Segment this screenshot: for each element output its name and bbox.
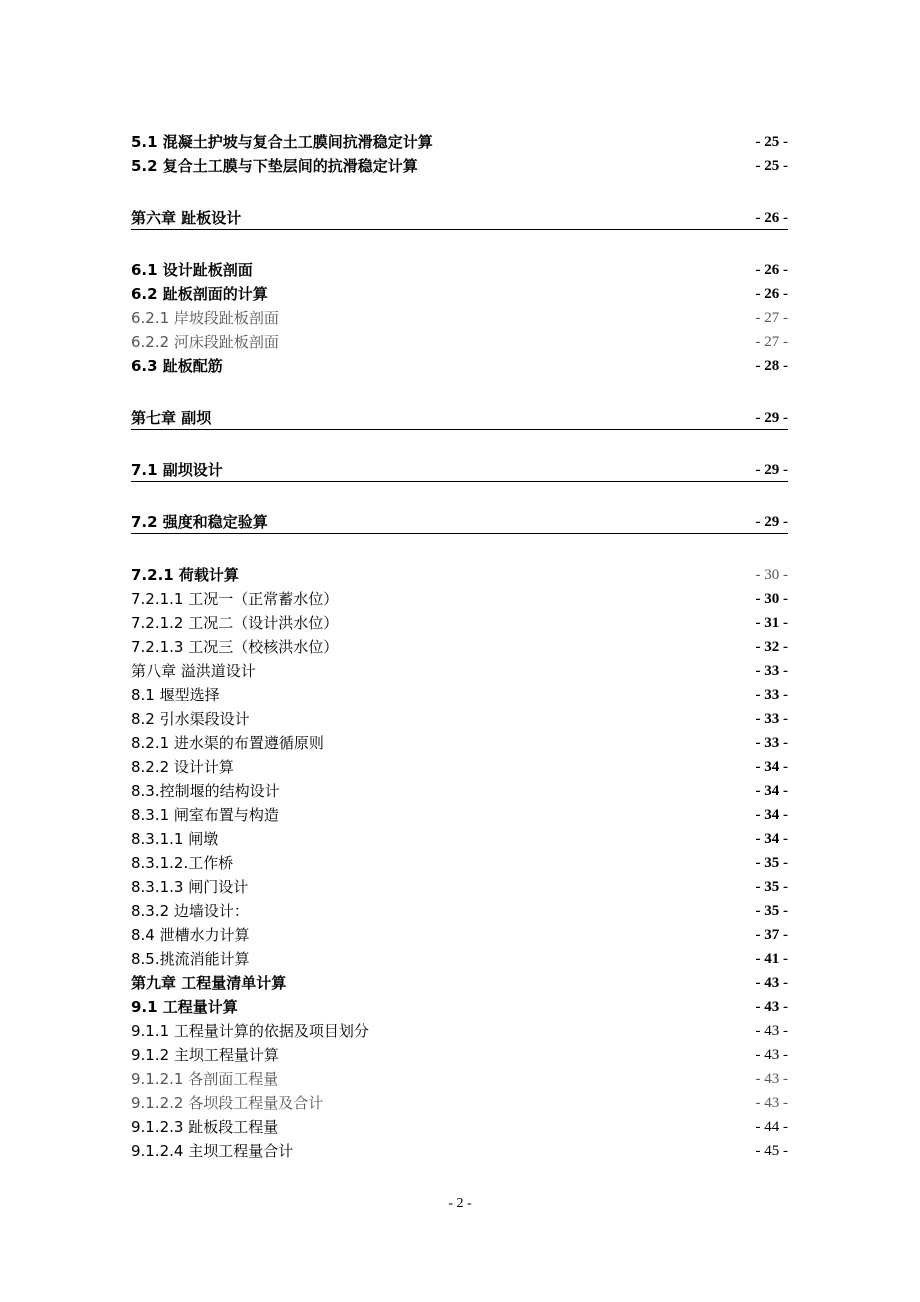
toc-entry[interactable] — [131, 1044, 788, 1066]
toc-entry-title: 8.1 堰型选择 — [131, 686, 220, 704]
toc-entry-title: 第七章 副坝 — [131, 409, 212, 427]
toc-entry-page: - 34 - — [755, 759, 788, 775]
toc-entry-page: - 32 - — [755, 639, 788, 655]
toc-entry-page: - 35 - — [755, 855, 788, 871]
toc-entry-title: 6.2.1 岸坡段趾板剖面 — [131, 309, 279, 327]
toc-entry[interactable] — [131, 876, 788, 898]
toc-entry-title: 8.2.2 设计计算 — [131, 758, 234, 776]
toc-entry-page: - 35 - — [755, 903, 788, 919]
toc-entry[interactable] — [131, 588, 788, 610]
toc-entry-page: - 30 - — [755, 591, 788, 607]
toc-entry-title: 6.1 设计趾板剖面 — [131, 261, 253, 279]
toc-entry-page: - 33 - — [755, 711, 788, 727]
toc-entry-title: 9.1.2.4 主坝工程量合计 — [131, 1142, 294, 1160]
toc-entry[interactable] — [131, 996, 788, 1018]
toc-chapter-entry[interactable] — [131, 207, 788, 230]
toc-entry[interactable] — [131, 1020, 788, 1042]
page-number: - 2 - — [448, 1196, 472, 1211]
toc-entry[interactable] — [131, 259, 788, 281]
toc-entry-page: - 43 - — [755, 1023, 788, 1039]
toc-entry-page: - 34 - — [755, 807, 788, 823]
toc-entry[interactable] — [131, 684, 788, 706]
toc-entry-title: 8.3.1 闸室布置与构造 — [131, 806, 279, 824]
toc-entry[interactable] — [131, 355, 788, 377]
toc-entry-page: - 33 - — [755, 663, 788, 679]
toc-entry-page: - 43 - — [755, 1071, 788, 1087]
toc-section-entry[interactable] — [131, 459, 788, 482]
toc-entry-page: - 26 - — [755, 262, 788, 278]
toc-entry-page: - 43 - — [755, 999, 788, 1015]
toc-entry-page: - 30 - — [755, 567, 788, 583]
toc-entry-page: - 34 - — [755, 831, 788, 847]
toc-entry-page: - 28 - — [755, 358, 788, 374]
toc-entry-page: - 41 - — [755, 951, 788, 967]
toc-chapter-entry[interactable] — [131, 972, 788, 994]
toc-entry-title: 8.2 引水渠段设计 — [131, 710, 250, 728]
toc-entry-page: - 44 - — [755, 1119, 788, 1135]
toc-entry-title: 6.2 趾板剖面的计算 — [131, 285, 268, 303]
toc-entry-title: 第六章 趾板设计 — [131, 209, 242, 227]
toc-entry-title: 7.2.1 荷载计算 — [131, 566, 239, 584]
toc-entry[interactable] — [131, 564, 788, 586]
toc-entry-page: - 43 - — [755, 1047, 788, 1063]
toc-entry-page: - 29 - — [755, 514, 788, 530]
toc-entry[interactable] — [131, 1116, 788, 1138]
toc-entry-title: 8.3.1.1 闸墩 — [131, 830, 219, 848]
toc-entry[interactable] — [131, 828, 788, 850]
toc-chapter-entry[interactable] — [131, 407, 788, 430]
toc-entry-page: - 33 - — [755, 735, 788, 751]
toc-entry[interactable] — [131, 331, 788, 353]
toc-entry-title: 7.2.1.3 工况三（校核洪水位） — [131, 638, 339, 656]
toc-entry[interactable] — [131, 948, 788, 970]
toc-entry-page: - 25 - — [755, 134, 788, 150]
toc-entry-title: 9.1.2.2 各坝段工程量及合计 — [131, 1094, 324, 1112]
toc-entry-title: 8.3.2 边墙设计： — [131, 902, 249, 920]
toc-entry[interactable] — [131, 804, 788, 826]
toc-entry-title: 9.1.1 工程量计算的依据及项目划分 — [131, 1022, 369, 1040]
toc-entry-title: 6.3 趾板配筋 — [131, 357, 223, 375]
toc-entry[interactable] — [131, 1140, 788, 1162]
toc-entry-title: 8.3.1.3 闸门设计 — [131, 878, 249, 896]
toc-entry[interactable] — [131, 900, 788, 922]
toc-entry-page: - 43 - — [755, 1095, 788, 1111]
toc-entry-page: - 35 - — [755, 879, 788, 895]
toc-entry[interactable] — [131, 307, 788, 329]
toc-entry[interactable] — [131, 636, 788, 658]
toc-entry-title: 第九章 工程量清单计算 — [131, 974, 287, 992]
toc-entry-title: 第八章 溢洪道设计 — [131, 662, 256, 680]
toc-entry[interactable] — [131, 612, 788, 634]
toc-entry[interactable] — [131, 1068, 788, 1090]
toc-entry-title: 8.5.挑流消能计算 — [131, 950, 250, 968]
toc-entry-title: 9.1 工程量计算 — [131, 998, 238, 1016]
toc-entry-title: 6.2.2 河床段趾板剖面 — [131, 333, 279, 351]
toc-entry-title: 8.2.1 进水渠的布置遵循原则 — [131, 734, 324, 752]
toc-entry-page: - 31 - — [755, 615, 788, 631]
toc-entry[interactable] — [131, 283, 788, 305]
toc-entry[interactable] — [131, 756, 788, 778]
toc-entry-title: 7.2.1.1 工况一（正常蓄水位） — [131, 590, 339, 608]
toc-entry-page: - 26 - — [755, 286, 788, 302]
toc-entry-title: 7.2.1.2 工况二（设计洪水位） — [131, 614, 339, 632]
toc-entry-page: - 37 - — [755, 927, 788, 943]
toc-entry[interactable] — [131, 780, 788, 802]
toc-entry-title: 9.1.2.1 各剖面工程量 — [131, 1070, 279, 1088]
toc-entry-page: - 25 - — [755, 158, 788, 174]
toc-chapter-entry[interactable] — [131, 660, 788, 682]
toc-entry[interactable] — [131, 708, 788, 730]
toc-entry-title: 8.4 泄槽水力计算 — [131, 926, 250, 944]
toc-entry-page: - 26 - — [755, 210, 788, 226]
toc-entry[interactable] — [131, 732, 788, 754]
toc-entry-title: 8.3.控制堰的结构设计 — [131, 782, 280, 800]
toc-entry[interactable] — [131, 852, 788, 874]
toc-entry-page: - 33 - — [755, 687, 788, 703]
toc-entry[interactable] — [131, 924, 788, 946]
toc-entry[interactable] — [131, 131, 788, 153]
toc-entry-page: - 29 - — [755, 410, 788, 426]
toc-entry-title: 9.1.2 主坝工程量计算 — [131, 1046, 279, 1064]
toc-entry-title: 7.1 副坝设计 — [131, 461, 223, 479]
toc-entry-page: - 34 - — [755, 783, 788, 799]
toc-entry[interactable] — [131, 155, 788, 177]
toc-entry-page: - 43 - — [755, 975, 788, 991]
toc-entry-page: - 27 - — [755, 334, 788, 350]
toc-entry-page: - 45 - — [755, 1143, 788, 1159]
toc-entry[interactable] — [131, 1092, 788, 1114]
toc-entry-page: - 29 - — [755, 462, 788, 478]
toc-entry-title: 9.1.2.3 趾板段工程量 — [131, 1118, 279, 1136]
toc-entry-title: 5.1 混凝土护坡与复合土工膜间抗滑稳定计算 — [131, 133, 433, 151]
toc-entry-title: 7.2 强度和稳定验算 — [131, 513, 268, 531]
toc-section-entry[interactable] — [131, 511, 788, 534]
toc-entry-page: - 27 - — [755, 310, 788, 326]
toc-entry-title: 5.2 复合土工膜与下垫层间的抗滑稳定计算 — [131, 157, 418, 175]
toc-entry-title: 8.3.1.2.工作桥 — [131, 854, 234, 872]
